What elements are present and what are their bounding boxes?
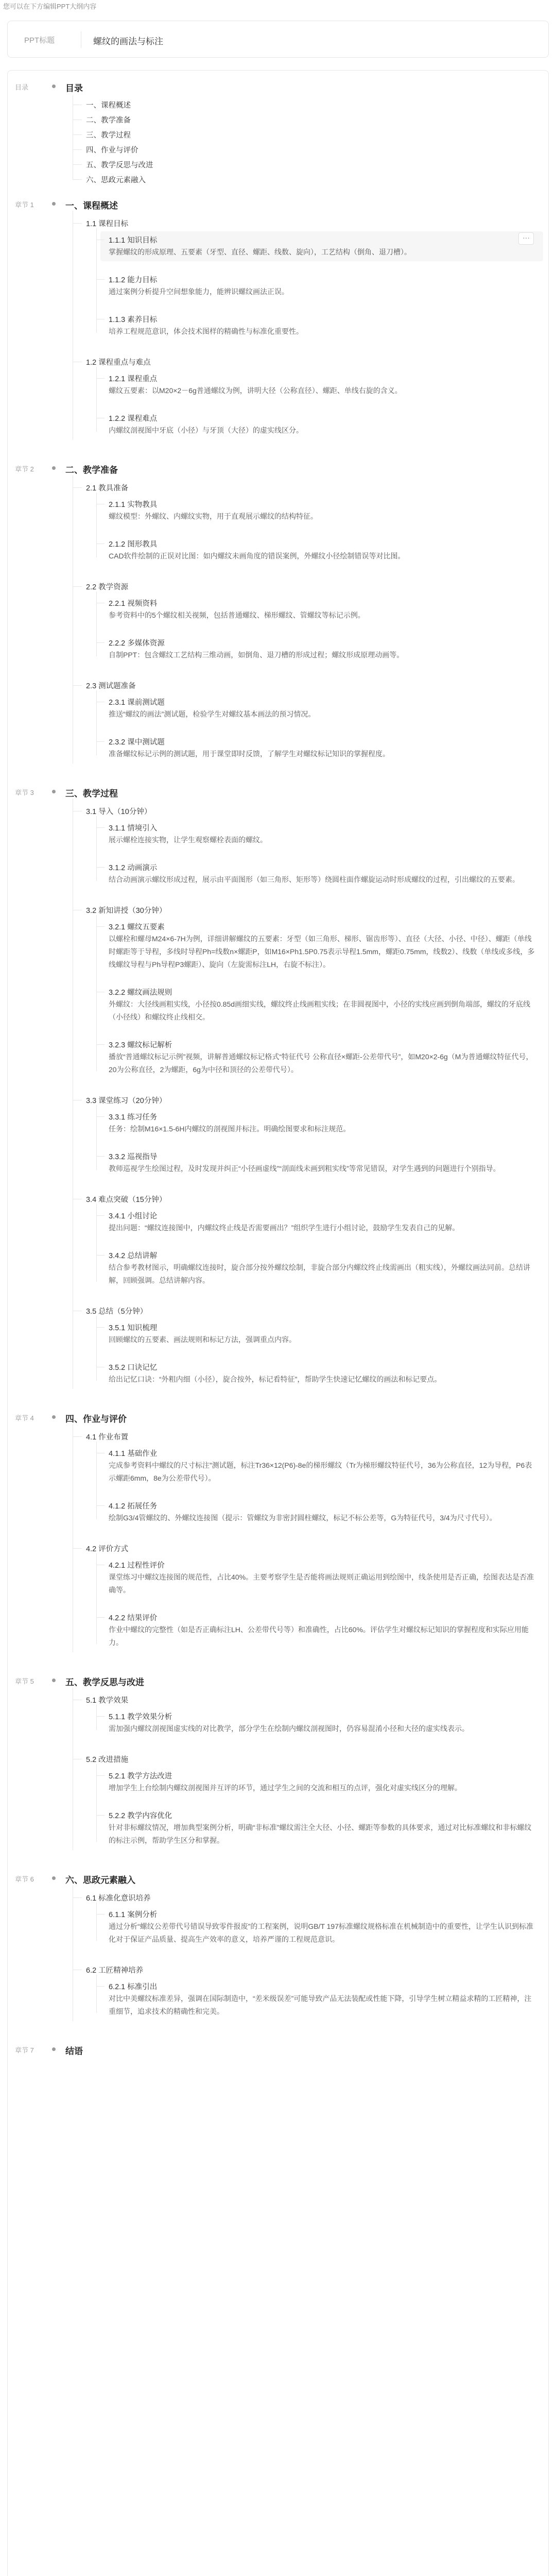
ppt-title-tag: PPT标题 [24, 36, 55, 45]
section-title[interactable]: 2.2 教学资源 [86, 583, 129, 591]
subsection-title[interactable]: 3.3.1 练习任务 [109, 1113, 158, 1122]
subsection-title[interactable]: 4.2.2 结果评价 [109, 1614, 158, 1622]
subsection-title[interactable]: 3.2.2 螺纹画法规则 [109, 989, 172, 997]
subsection-content[interactable]: 推送“螺纹的画法”测试题，检验学生对螺纹基本画法的预习情况。 [109, 710, 316, 718]
tree-line [96, 827, 105, 828]
section-title[interactable]: 1.1 课程目标 [86, 220, 129, 228]
subsection-content[interactable]: 增加学生上台绘制内螺纹剖视图并互评的环节，通过学生之间的交流和相互的点评，强化对虚实线区分的理解。 [109, 1784, 462, 1792]
chapter-tag: 章节 2 [15, 465, 34, 473]
tree-line [73, 1436, 82, 1437]
subsection-title[interactable]: 5.1.1 教学效果分析 [109, 1713, 172, 1721]
tree-line [96, 1716, 105, 1717]
subsection-content[interactable]: 对比中美螺纹标准差异，强调在国际制造中，“差米级误差”可能导致产品无法装配或性能下降，引导学生树立精益求精的工匠精神，注重细节，追求技术的精确性和完美。 [109, 1994, 532, 2015]
subsection-title[interactable]: 5.2.2 教学内容优化 [109, 1812, 172, 1820]
tree-line [96, 1764, 97, 1842]
tree-line [73, 164, 82, 165]
tree-line [73, 586, 82, 587]
chapter-dot [52, 84, 56, 88]
subsection-title[interactable]: 4.1.2 拓展任务 [109, 1502, 158, 1511]
subsection-title[interactable]: 3.2.1 螺纹五要素 [109, 923, 165, 931]
tree-line [96, 1044, 105, 1045]
chapter-tag: 章节 4 [15, 1414, 34, 1422]
subsection-content[interactable]: 外螺纹：大径线画粗实线，小径按0.85d画细实线，螺纹终止线画粗实线；在非圆视图中，小径的实线应画到倒角端部，螺纹的牙底线（小径线）和螺纹终止线相交。 [109, 1000, 531, 1021]
subsection-title[interactable]: 2.3.2 课中测试题 [109, 738, 165, 747]
section-title[interactable]: 6.2 工匠精神培养 [86, 1967, 144, 1975]
subsection-content[interactable]: 参考资料中的5个螺纹相关视频，包括普通螺纹、梯形螺纹、管螺纹等标记示例。 [109, 611, 365, 619]
subsection-content[interactable]: 给出记忆口诀：“外粗内细（小径），旋合按外，标记看特征”，帮助学生快速记忆螺纹的画法和标记要点。 [109, 1375, 442, 1383]
tree-line [96, 1553, 97, 1644]
tree-line [96, 1505, 105, 1506]
tree-line [96, 1815, 105, 1816]
chapter-tag: 章节 7 [15, 2046, 34, 2054]
tree-line [96, 1617, 105, 1618]
section-title[interactable]: 3.1 导入（10分钟） [86, 808, 152, 816]
section-title[interactable]: 3.5 总结（5分钟） [86, 1308, 148, 1316]
subsection-content[interactable]: 提出问题：“螺纹连接图中，内螺纹终止线是否需要画出？”组织学生进行小组讨论，鼓励学生发表自己的见解。 [109, 1224, 460, 1232]
chapter-dot [52, 202, 56, 206]
subsection-title[interactable]: 1.2.1 课程重点 [109, 375, 158, 383]
section-title[interactable]: 3.3 课堂练习（20分钟） [86, 1097, 167, 1105]
tree-line [96, 867, 105, 868]
tree-line [96, 228, 97, 333]
chapter-tag: 章节 1 [15, 201, 34, 209]
chapter-tag: 章节 6 [15, 1875, 34, 1883]
outline-editor [7, 70, 549, 2576]
subsection-title[interactable]: 4.1.1 基础作业 [109, 1450, 158, 1458]
tree-line [96, 1204, 97, 1282]
section-title[interactable]: 3.2 新知讲授（30分钟） [86, 907, 167, 915]
chapter-title[interactable]: 四、作业与评价 [65, 1414, 127, 1424]
chapter-title[interactable]: 五、教学反思与改进 [65, 1677, 144, 1687]
section-title[interactable]: 5.1 教学效果 [86, 1697, 129, 1705]
subsection-title[interactable]: 3.3.2 巡视指导 [109, 1153, 158, 1161]
subsection-title[interactable]: 5.2.1 教学方法改进 [109, 1772, 172, 1781]
tree-line [96, 1156, 105, 1157]
chapter-dot [52, 1415, 56, 1419]
subsection-content[interactable]: 针对非标螺纹情况，增加典型案例分析，明确“非标准”螺纹需注全大径、小径、螺距等参数的具体要求，通过对比标准螺纹和非标螺纹的标注示例，帮助学生区分和掌握。 [109, 1823, 532, 1844]
subsection-content[interactable]: 螺纹五要素：以M20×2－6g普通螺纹为例，讲明大径（公称直径）、螺距、单线右旋的含义。 [109, 386, 402, 395]
tree-line [96, 690, 97, 755]
subsection-title[interactable]: 3.5.2 口诀记忆 [109, 1364, 158, 1372]
tree-line [96, 1775, 105, 1776]
chapter-tag: 目录 [15, 83, 29, 91]
subsection-title[interactable]: 2.1.2 图形教具 [109, 540, 158, 549]
section-title[interactable]: 3.4 难点突破（15分钟） [86, 1196, 167, 1204]
subsection-title[interactable]: 3.4.1 小组讨论 [109, 1212, 158, 1221]
subsection-content[interactable]: 任务：绘制M16×1.5-6H内螺纹的剖视图并标注。明确绘图要求和标注规范。 [109, 1125, 351, 1133]
chapter-dot [52, 466, 56, 470]
subsection-title[interactable]: 1.1.2 能力目标 [109, 276, 158, 284]
subsection-content[interactable]: 以螺栓和螺母M24×6-7H为例，详细讲解螺纹的五要素：牙型（如三角形、梯形、锯齿形等）、直径（大径、小径、中径）、螺距（单线时螺距等于导程，多线时导程Ph=线数n×螺距P，如M16×Ph1.5P0.75表示导程1.5mm，螺距0.75mm，线数2）、线数（单线或多线，多线螺纹导程与Ph导程P3螺距）、旋向（左旋需标注LH，右旋不标注）。 [109, 935, 535, 969]
subsection-content[interactable]: 准备螺纹标记示例的测试题，用于课堂即时反馈，了解学生对螺纹标记知识的掌握程度。 [109, 750, 390, 758]
subsection-content[interactable]: CAD软件绘制的正误对比图：如内螺纹未画角度的错误案例，外螺纹小径绘制错误等对比图。 [109, 552, 405, 560]
more-options-button[interactable]: ··· [518, 232, 534, 245]
tree-line [96, 591, 97, 656]
subsection-title[interactable]: 3.1.2 动画演示 [109, 864, 158, 872]
tree-line [96, 1975, 97, 2013]
tree-line [73, 179, 82, 180]
chapter-title[interactable]: 一、课程概述 [65, 201, 118, 211]
tree-line [96, 926, 105, 927]
section-title[interactable]: 1.2 课程重点与难点 [86, 359, 151, 367]
subsection-content[interactable]: 完成参考资料中螺纹的尺寸标注”测试题，标注Tr36×12(P6)-8e的梯形螺纹（Tr为梯形螺纹特征代号，36为公称直径，12为导程，P6表示螺距6mm，8e为公差带代号）。 [109, 1461, 532, 1482]
tree-line [96, 1327, 105, 1328]
tree-line [96, 1215, 105, 1216]
subsection-title[interactable]: 6.2.1 标准引出 [109, 1983, 158, 1991]
subsection-title[interactable]: 4.2.1 过程性评价 [109, 1562, 165, 1570]
tree-line [96, 378, 105, 379]
tree-line [96, 1316, 97, 1381]
tree-line [96, 1116, 105, 1117]
subsection-title[interactable]: 2.3.1 课前测试题 [109, 699, 165, 707]
chapter-dot [52, 1679, 56, 1682]
tree-line [96, 816, 97, 881]
tree-line [96, 367, 97, 432]
subsection-title[interactable]: 2.2.2 多媒体资源 [109, 639, 165, 648]
subsection-content[interactable]: 通过案例分析提升空间想象能力，能辨识螺纹画法正误。 [109, 287, 289, 296]
chapter-dot [52, 1876, 56, 1880]
subsection-title[interactable]: 6.1.1 案例分析 [109, 1911, 158, 1919]
subsection-content[interactable]: 需加强内螺纹剖视图虚实线的对比教学，部分学生在绘制内螺纹剖视图时，仍容易混淆小径和大径的虚实线表示。 [109, 1724, 469, 1733]
ppt-title-card[interactable] [7, 21, 549, 58]
ppt-title-input[interactable]: 螺纹的画法与标注 [93, 37, 163, 46]
subsection-title[interactable]: 3.1.1 情境引入 [109, 824, 158, 833]
section-title[interactable]: 4.2 评价方式 [86, 1545, 129, 1553]
subsection-content[interactable]: 内螺纹剖视图中牙底（小径）与牙顶（大径）的虚实线区分。 [109, 426, 303, 434]
subsection-title[interactable]: 3.4.2 总结讲解 [109, 1252, 158, 1260]
chapter-tag: 章节 3 [15, 789, 34, 796]
tree-line [96, 1705, 97, 1730]
subsection-content[interactable]: 绘制G3/4管螺纹的、外螺纹连接图（提示：管螺纹为非密封圆柱螺纹，标记不标公差等，G为特征代号，3/4为尺寸代号）。 [109, 1514, 497, 1522]
subsection-content[interactable]: 结合动画演示螺纹形成过程，展示由平面图形（如三角形、矩形等）绕圆柱面作螺旋运动时形成螺纹的过程，引出螺纹的五要素。 [109, 875, 519, 884]
section-title[interactable]: 5.2 改进措施 [86, 1756, 129, 1764]
chapter-dot [52, 2047, 56, 2051]
tree-line [96, 1105, 97, 1170]
tree-line [96, 279, 105, 280]
tree-line [96, 1903, 97, 1941]
edit-hint: 您可以在下方编辑PPT大纲内容 [3, 3, 97, 10]
toc-item[interactable]: 五、教学反思与改进 [86, 161, 153, 170]
tree-line [96, 493, 97, 557]
section-title[interactable]: 2.1 教具准备 [86, 484, 129, 493]
subsection-content[interactable]: 课堂练习中螺纹连接图的规范性，占比40%。主要考察学生是否能将画法规则正确运用到绘图中，线条使用是否正确，绘图表达是否准确等。 [109, 1573, 534, 1594]
subsection-content[interactable]: 培养工程规范意识，体会技术图样的精确性与标准化重要性。 [109, 327, 303, 335]
tree-line [96, 1255, 105, 1256]
subsection-title[interactable]: 2.1.1 实物教具 [109, 501, 158, 509]
tree-line [73, 1897, 82, 1898]
tree-line [73, 1548, 82, 1549]
subsection-content[interactable]: 展示螺栓连接实物，让学生观察螺栓表面的螺纹。 [109, 836, 267, 844]
subsection-content[interactable]: 结合参考教材图示，明确螺纹连接时，旋合部分按外螺纹绘制，非旋合部分内螺纹终止线需画出（粗实线），外螺纹画法同前。总结讲解，回顾强调。总结讲解内容。 [109, 1263, 530, 1284]
tree-line [96, 1986, 105, 1987]
subsection-content[interactable]: 自制PPT：包含螺纹工艺结构三维动画，如倒角、退刀槽的形成过程；螺纹形成原理动画等。 [109, 651, 404, 659]
chapter-title[interactable]: 二、教学准备 [65, 465, 118, 475]
subsection-content[interactable]: 作业中螺纹的完整性（如是否正确标注LH、公差带代号等）和准确性，占比60%。评估学生对螺纹标记知识的掌握程度和实际应用能力。 [109, 1625, 529, 1647]
tree-line [73, 223, 82, 224]
tree-line [96, 741, 105, 742]
subsection-title[interactable]: 3.5.1 知识梳理 [109, 1324, 158, 1332]
subsection-title[interactable]: 1.1.3 素养目标 [109, 316, 158, 324]
section-title[interactable]: 2.3 测试题准备 [86, 682, 136, 690]
subsection-title[interactable]: 1.2.2 课程难点 [109, 415, 158, 423]
toc-item[interactable]: 六、思政元素融入 [86, 176, 146, 184]
tree-line [96, 1442, 97, 1519]
subsection-title[interactable]: 3.2.3 螺纹标记解析 [109, 1041, 172, 1049]
toc-item[interactable]: 二、教学准备 [86, 116, 131, 125]
section-title[interactable]: 6.1 标准化意识培养 [86, 1894, 151, 1903]
tree-line [73, 487, 82, 488]
toc-title[interactable]: 目录 [65, 83, 83, 93]
tree-line [73, 149, 82, 150]
chapter-title[interactable]: 三、教学过程 [65, 789, 118, 799]
tree-line [73, 134, 82, 135]
chapter-title[interactable]: 结语 [65, 2046, 83, 2056]
tree-line [96, 915, 97, 1071]
section-title[interactable]: 4.1 作业布置 [86, 1433, 129, 1442]
subsection-content[interactable]: 播放“普通螺纹标记示例”视频，讲解普通螺纹标记格式“特征代号 公称直径×螺距-公差带代号”，如M20×2-6g（M为普通螺纹特征代号，20为公称直径，2为螺距，6g为中径和顶径的公差带代号）。 [109, 1053, 533, 1074]
subsection-title[interactable]: 1.1.1 知识目标 [109, 236, 158, 245]
chapter-title[interactable]: 六、思政元素融入 [65, 1875, 135, 1885]
subsection-content[interactable]: 通过分析“螺纹公差带代号错误导致零件报废”的工程案例，说明GB/T 197标准螺纹规格标准在机械制造中的重要性，让学生认识到标准化对于保证产品质量、提高生产效率的意义，培养严谨的工程规范意识。 [109, 1922, 533, 1943]
chapter-tag: 章节 5 [15, 1677, 34, 1685]
subsection-content[interactable]: 回顾螺纹的五要素、画法规则和标记方法，强调重点内容。 [109, 1335, 296, 1344]
toc-item[interactable]: 三、教学过程 [86, 131, 131, 140]
tree-line [96, 642, 105, 643]
subsection-content[interactable]: 教师巡视学生绘图过程，及时发现并纠正“小径画虚线”“剖面线未画到粗实线”等常见错误，对学生遇到的问题进行个别指导。 [109, 1164, 500, 1173]
chapter-dot [52, 790, 56, 793]
toc-item[interactable]: 四、作业与评价 [86, 146, 138, 155]
toc-item[interactable]: 一、课程概述 [86, 101, 131, 110]
subsection-title[interactable]: 2.2.1 视频资料 [109, 600, 158, 608]
tree-line [73, 685, 82, 686]
subsection-content[interactable]: 掌握螺纹的形成原理、五要素（牙型、直径、螺距、线数、旋向），工艺结构（倒角、退刀槽）。 [109, 248, 411, 256]
subsection-content[interactable]: 螺纹模型：外螺纹、内螺纹实物，用于直观展示螺纹的结构特征。 [109, 512, 318, 520]
